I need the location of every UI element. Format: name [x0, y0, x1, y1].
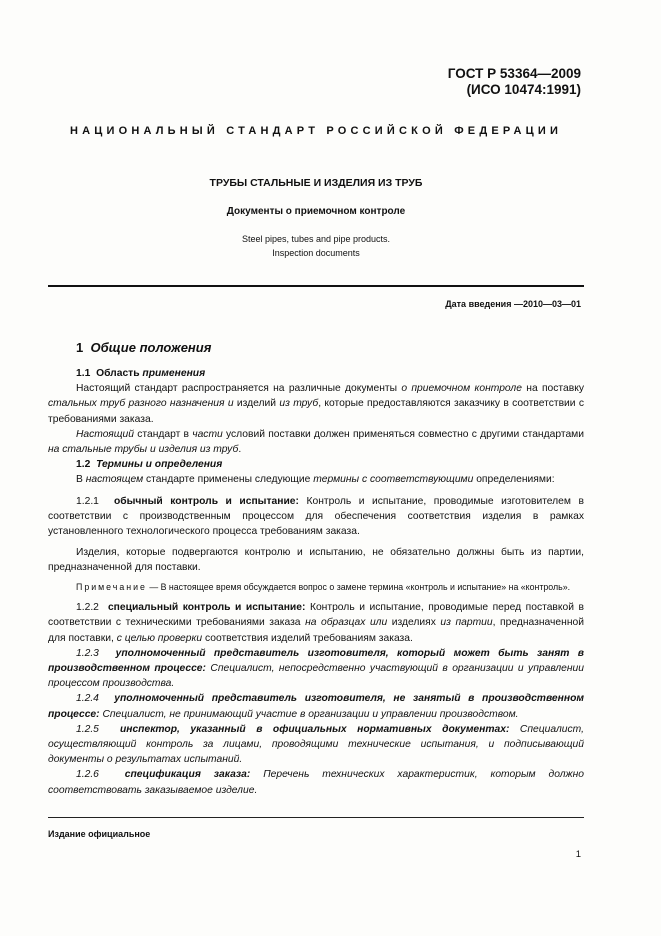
- section-title: Общие положения: [90, 340, 212, 355]
- term-1-2-1: 1.2.1 обычный контроль и испытание: Контроль и испытание, проводимые изготовителем в соответствии с производственным процессом для обеспечения соответствия изделия в рамках установленного технологического процесса требованиям заказа.: [48, 495, 584, 538]
- term-1-2-4: 1.2.4 уполномоченный представитель изготовителя, не занятый в производственном процессе: Специалист, не принимающий участие в организации и управлении производством.: [48, 693, 584, 720]
- subsection-heading-1-2: 1.2 Термины и определения: [76, 459, 223, 471]
- english-title-line2: Inspection documents: [272, 248, 360, 258]
- page-number: 1: [575, 849, 581, 860]
- iso-number: (ИСО 10474:1991): [466, 82, 581, 97]
- paragraph-scope-2: Настоящий стандарт в части условий поставки должен применяться совместно с другими стандартами на стальные трубы и изделия из труб.: [48, 428, 584, 456]
- english-title-line1: Steel pipes, tubes and pipe products.: [241, 234, 391, 244]
- term-1-2-3: 1.2.3 уполномоченный представитель изготовителя, который может быть занят в производственном процессе: Специалист, непосредственно участвующий в организации и управлении процессом производства.: [48, 647, 585, 690]
- edition-label: Издание официальное: [48, 829, 151, 839]
- subsection-heading-1-1: 1.1 Область применения: [76, 368, 206, 379]
- note: Примечание — В настоящее время обсуждается вопрос о замене термина «контроль и испытание» на «контроль».: [76, 581, 571, 592]
- term-1-2-5: 1.2.5 инспектор, указанный в официальных нормативных документах: Специалист, осуществляющий контроль за лицами, проводящими технические испытания, и подписывающий документы о результатах испытаний.: [48, 723, 584, 766]
- term-1-2-2: 1.2.2 специальный контроль и испытание: Контроль и испытание, проводимые перед поставкой в соответствии с техническими требованиями заказа на образцах или изделиях из партии, предназначенной для поставки, с целью проверки соответствия изделий требованиям заказа.: [48, 602, 584, 644]
- paragraph-terms-intro: В настоящем стандарте применены следующие термины с соответствующими определениями:: [76, 474, 555, 486]
- section-heading: [76, 340, 211, 355]
- term-1-2-6: 1.2.6 спецификация заказа: Перечень технических характеристик, которым должно соответствовать заказываемое изделие.: [48, 769, 584, 796]
- national-standard-banner: НАЦИОНАЛЬНЫЙ СТАНДАРТ РОССИЙСКОЙ ФЕДЕРАЦИИ: [69, 125, 563, 137]
- document-subtitle: Документы о приемочном контроле: [226, 206, 406, 217]
- footer-divider: [48, 817, 584, 818]
- document-title: ТРУБЫ СТАЛЬНЫЕ И ИЗДЕЛИЯ ИЗ ТРУБ: [209, 177, 423, 189]
- standard-number: ГОСТ Р 53364—2009: [447, 66, 581, 81]
- document-body: [48, 366, 584, 798]
- section-number: 1: [76, 340, 84, 355]
- paragraph-scope-1: Настоящий стандарт распространяется на различные документы о приемочном контроле на поставку стальных труб разного назначения и изделий из труб, которые предоставляются заказчику в соответствии с требованиями заказа.: [48, 383, 585, 425]
- header-divider: [48, 285, 584, 287]
- term-1-2-1-paragraph-2: Изделия, которые подвергаются контролю и испытанию, не обязательно должны быть из партии, предназначенной для поставки.: [48, 547, 584, 574]
- effective-date: Дата введения —2010—03—01: [445, 299, 581, 309]
